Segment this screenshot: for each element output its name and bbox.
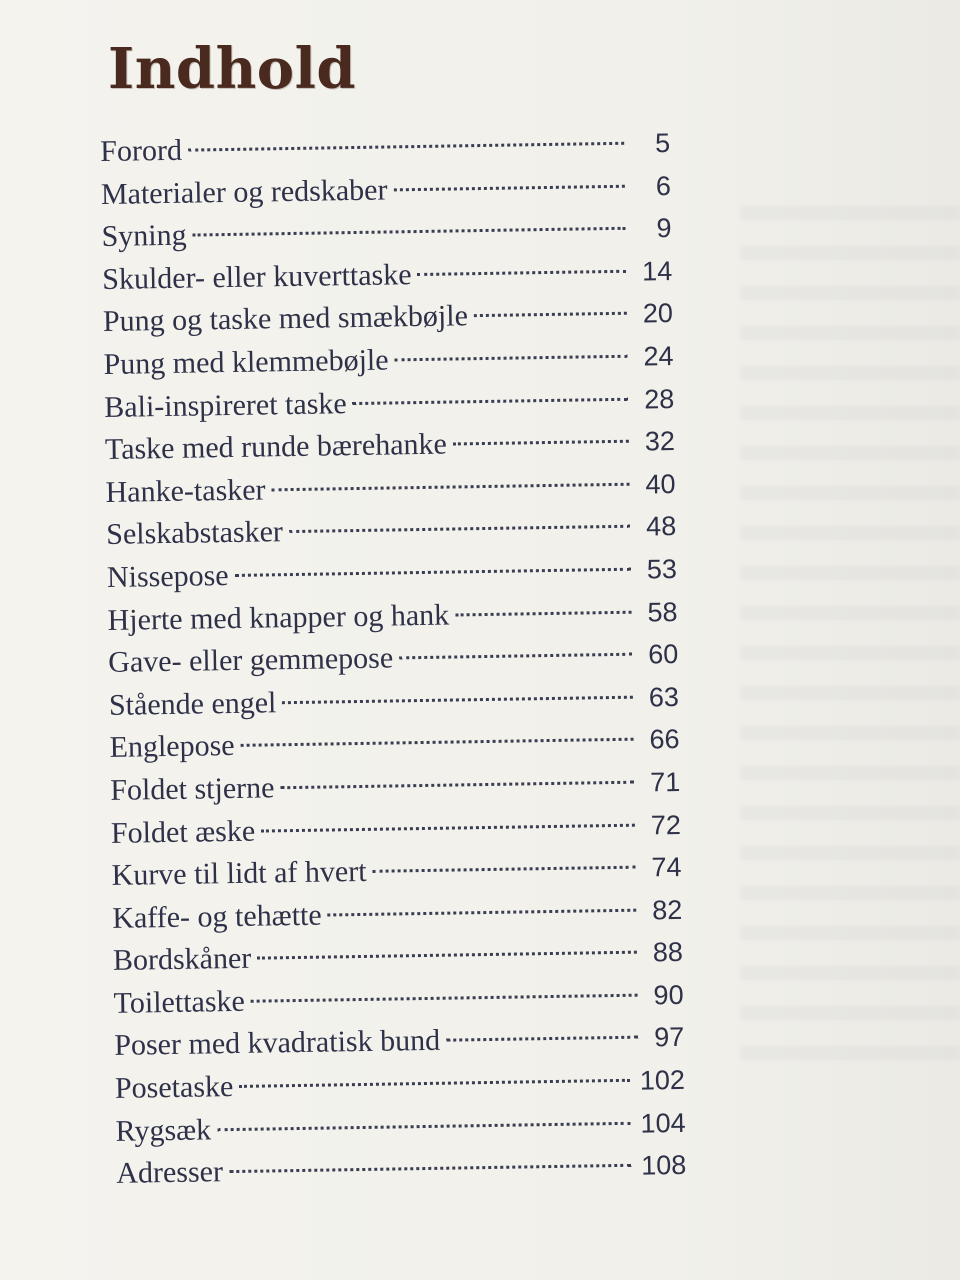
dot-leader <box>188 142 624 152</box>
toc-entry-title: Bordskåner <box>112 942 252 978</box>
dot-leader <box>251 994 638 1003</box>
toc-entry-title: Taske med runde bærehanke <box>104 427 448 467</box>
toc-entry-page-number: 108 <box>640 1150 687 1181</box>
dot-leader <box>455 610 631 616</box>
dot-leader <box>239 1079 630 1088</box>
page-title: Indhold <box>108 36 357 102</box>
toc-entry-title: Rygsæk <box>115 1113 212 1148</box>
dot-leader <box>453 440 629 446</box>
toc-entry-title: Forord <box>100 133 183 168</box>
toc-entry-title: Englepose <box>109 729 235 765</box>
toc-entry-page-number: 88 <box>652 937 684 968</box>
toc-entry-page-number: 58 <box>647 596 678 627</box>
toc-entry-page-number: 5 <box>654 128 671 159</box>
dot-leader <box>271 482 629 491</box>
toc-entry-page-number: 72 <box>650 809 682 840</box>
toc-entry-page-number: 24 <box>643 340 674 372</box>
toc-entry-title: Gave- eller gemmepose <box>108 641 394 680</box>
toc-entry-page-number: 74 <box>651 852 682 883</box>
dot-leader <box>395 355 628 362</box>
toc-entry-page-number: 82 <box>651 894 683 926</box>
dot-leader <box>474 312 627 317</box>
toc-entry-page-number: 48 <box>645 511 677 542</box>
dot-leader <box>229 1164 631 1173</box>
dot-leader <box>261 823 635 832</box>
toc-entry-page-number: 66 <box>649 724 680 755</box>
toc-entry-title: Hjerte med knapper og hank <box>107 598 450 637</box>
show-through-text <box>740 180 960 1080</box>
dot-leader <box>399 653 632 660</box>
dot-leader <box>289 525 630 533</box>
toc-entry-title: Kurve til lidt af hvert <box>111 855 367 893</box>
toc-entry-title: Hanke-tasker <box>105 473 266 509</box>
toc-entry-page-number: 63 <box>648 681 680 713</box>
toc-entry-title: Poser med kvadratisk bund <box>114 1024 441 1063</box>
toc-entry-title: Kaffe- og tehætte <box>112 898 322 935</box>
toc-entry-title: Nissepose <box>106 558 229 594</box>
toc-entry-page-number: 71 <box>649 766 681 798</box>
toc-entry-title: Adresser <box>116 1155 224 1191</box>
toc-entry-title: Pung med klemmebøjle <box>103 343 389 381</box>
dot-leader <box>418 270 627 276</box>
dot-leader <box>373 866 636 873</box>
dot-leader <box>446 1036 638 1042</box>
toc-entry-title: Materialer og redskaber <box>100 173 388 211</box>
toc-entry-page-number: 60 <box>647 639 679 670</box>
toc-entry-page-number: 9 <box>656 213 672 244</box>
toc-entry-page-number: 20 <box>642 298 674 329</box>
table-of-contents <box>100 126 687 1200</box>
toc-entry-title: Foldet stjerne <box>110 771 275 807</box>
toc-entry <box>116 1148 687 1200</box>
toc-entry-page-number: 6 <box>655 170 672 201</box>
toc-entry-title: Bali-inspireret taske <box>104 386 347 424</box>
dot-leader <box>193 227 626 237</box>
toc-entry-title: Pung og taske med smækbøjle <box>102 299 469 339</box>
toc-entry-page-number: 14 <box>641 255 673 287</box>
toc-entry-page-number: 28 <box>643 383 675 415</box>
toc-entry-title: Stående engel <box>108 686 277 722</box>
toc-entry-title: Syning <box>101 218 187 254</box>
toc-entry-title: Skulder- eller kuverttaske <box>102 257 412 296</box>
dot-leader <box>328 908 637 916</box>
toc-entry-page-number: 40 <box>645 468 676 500</box>
dot-leader <box>280 781 634 790</box>
toc-entry-page-number: 97 <box>653 1022 685 1053</box>
toc-entry-page-number: 102 <box>639 1064 686 1096</box>
dot-leader <box>235 568 631 577</box>
toc-entry-title: Toilettaske <box>113 984 246 1020</box>
dot-leader <box>282 695 633 704</box>
toc-entry-page-number: 32 <box>644 426 676 457</box>
dot-leader <box>257 951 637 960</box>
dot-leader <box>241 738 634 747</box>
toc-entry-page-number: 104 <box>640 1107 686 1139</box>
toc-entry-page-number: 90 <box>653 979 684 1011</box>
toc-entry-title: Selskabstasker <box>106 515 284 552</box>
toc-entry-page-number: 53 <box>646 553 678 585</box>
dot-leader <box>353 397 629 404</box>
dot-leader <box>393 184 624 191</box>
dot-leader <box>217 1121 630 1130</box>
toc-entry-title: Foldet æske <box>110 814 256 850</box>
toc-entry-title: Posetaske <box>114 1070 234 1105</box>
